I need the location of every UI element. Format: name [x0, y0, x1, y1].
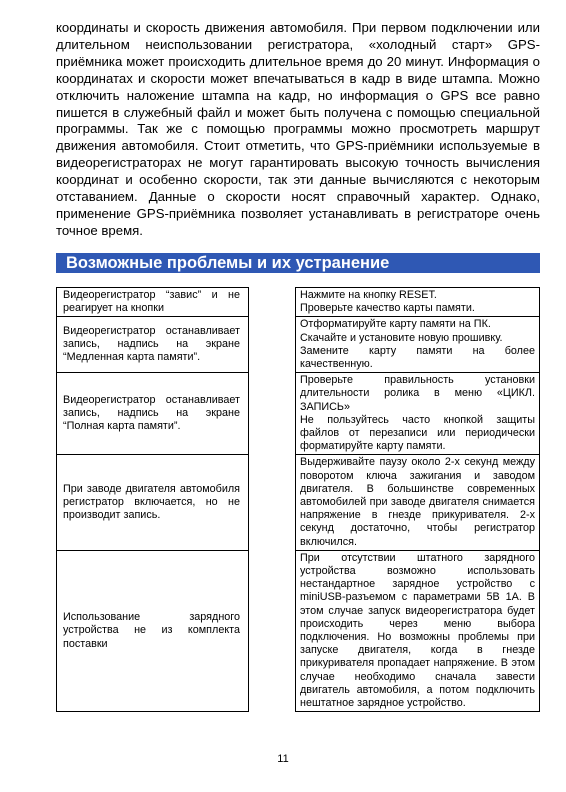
solution-text: Замените карту памяти на более качественную. — [300, 344, 535, 371]
problem-cell: Видеорегистратор останавливает запись, надпись на экране “Медленная карта памяти”. — [57, 317, 249, 373]
problem-cell: При заводе двигателя автомобиля регистратор включается, но не производит запись. — [57, 455, 249, 550]
solution-cell — [296, 373, 540, 455]
solution-text: Скачайте и установите новую прошивку. — [300, 331, 503, 344]
solution-text: При отсутствии штатного зарядного устройства возможно использовать нестандартное зарядное устройство с miniUSB-разъемом с параметрами 5В 1А. В этом случае запуск видеорегистратора будет происходить через меню выбора подключения. Но возможны проблемы при запуске двигателя, когда в гнезде прикуривателя пропадает напряжение. В этом случае необходимо сначала завести двигатель автомобиля, а потом подключить нештатное зарядное устройство. — [300, 551, 535, 710]
solution-cell — [296, 455, 540, 550]
table-row — [57, 455, 540, 550]
page-number: 11 — [277, 753, 289, 765]
solution-text: Нажмите на кнопку RESET. — [300, 289, 437, 301]
section-heading: Возможные проблемы и их устранение — [56, 253, 540, 273]
solution-cell — [296, 550, 540, 711]
solution-text: Выдерживайте паузу около 2-х секунд между поворотом ключа зажигания и заводом двигателя. В большинстве современных автомобилей при заводе двигателя снимается напряжение в гнезде прикуривателя. 2-х секунд достаточно, чтобы регистратор включился. — [300, 456, 535, 548]
problem-cell: Видеорегистратор останавливает запись, надпись на экране “Полная карта памяти”. — [57, 373, 249, 455]
solution-text: Проверьте правильность установки длительности ролика в меню «ЦИКЛ. ЗАПИСЬ» — [300, 374, 535, 413]
solution-text: Проверьте качество карты памяти. — [300, 302, 475, 315]
solution-cell — [296, 317, 540, 373]
table-row — [57, 317, 540, 373]
intro-text — [56, 20, 540, 240]
intro-paragraph: координаты и скорость движения автомобиля. При первом подключении или длительном неиспользовании регистратора, «холодный старт» GPS-приёмника может происходить длительное время до 20 минут. Информация о координатах и скорости может впечатываться в кадр в виде штампа. Можно отключить наложение штампа на кадр, но информация о GPS все равно пишется в служебный файл и может быть получена с помощью специальной программы. Так же с помощью программы можно просмотреть маршрут движения автомобиля. Стоит отметить, что GPS-приёмники используемые в видеорегистраторах не могут гарантировать высокую точность вычисления координат и особенно скорости, так эти данные вычисляются с некоторым отставанием. Данные о скорости носят справочный характер. Однако, применение GPS-приёмника позволяет устанавливать в регистраторе очень точное время. — [56, 20, 540, 238]
solution-text: Не пользуйтесь часто кнопкой защиты файлов от перезаписи или периодически форматируйте карту памяти. — [300, 413, 535, 453]
solution-text: Отформатируйте карту памяти на ПК. — [300, 318, 491, 331]
problem-cell: Видеорегистратор “завис” и не реагирует на кнопки — [57, 288, 249, 317]
table-row — [57, 373, 540, 455]
solution-cell — [296, 288, 540, 317]
problem-cell: Использование зарядного устройства не из комплекта поставки — [57, 550, 249, 711]
table-row — [57, 550, 540, 711]
table-row — [57, 288, 540, 317]
problems-table — [56, 287, 540, 712]
